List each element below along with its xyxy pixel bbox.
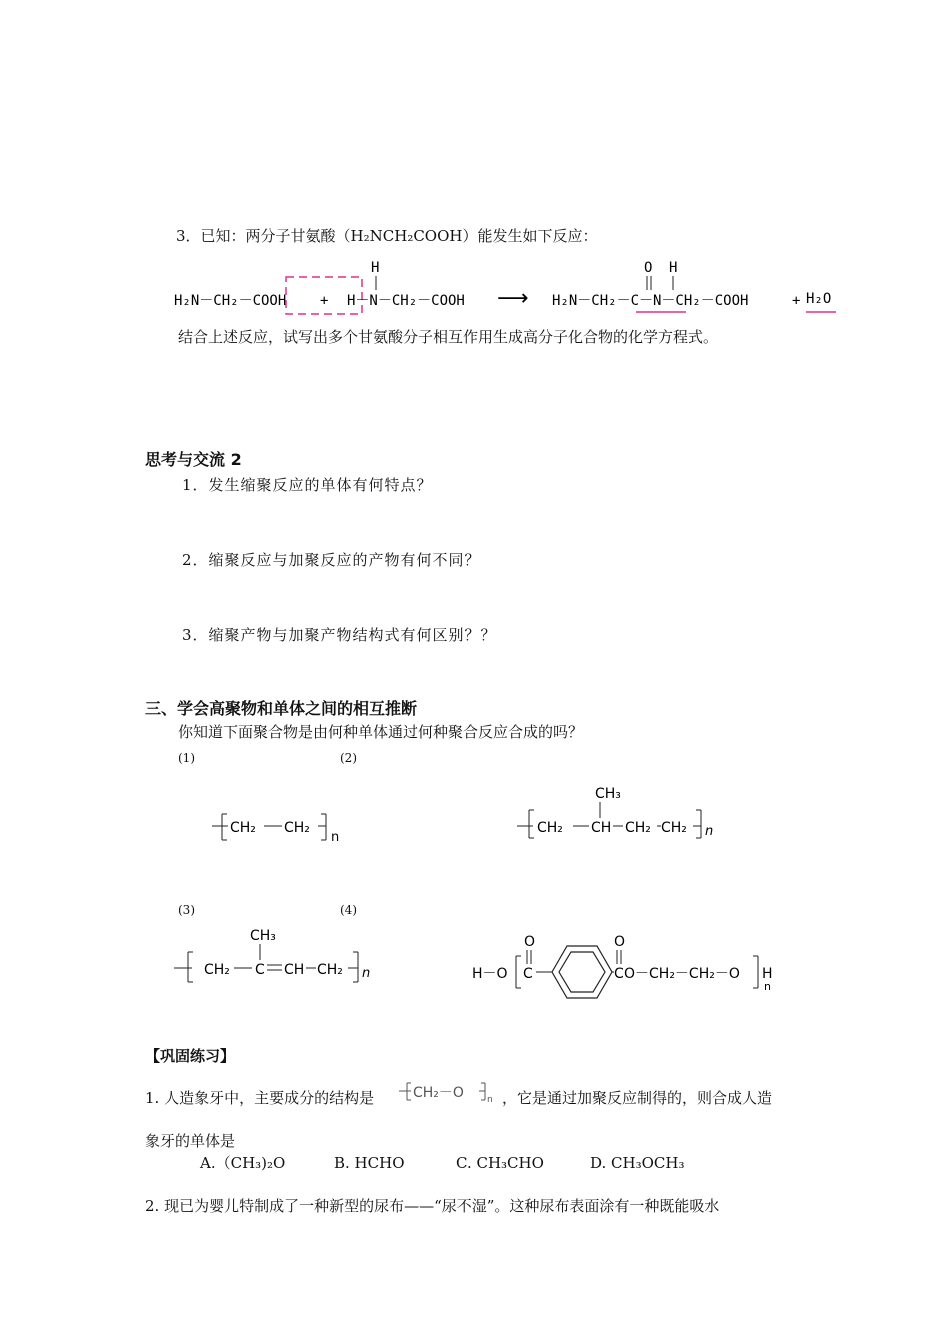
- reaction-arrow: ⟶: [497, 286, 529, 311]
- reactant-2: H－N－CH₂－COOH: [347, 293, 465, 309]
- svg-text:CH₂: CH₂: [230, 820, 256, 836]
- svg-text:CH₂: CH₂: [204, 962, 230, 978]
- svg-text:n: n: [487, 1095, 493, 1105]
- svg-text:CH₂: CH₂: [625, 820, 651, 836]
- label-2: (2): [340, 751, 357, 765]
- practice-q1-post: ，它是通过加聚反应制得的，则合成人造: [502, 1089, 773, 1107]
- svg-text:C: C: [523, 966, 533, 982]
- svg-text:n: n: [764, 980, 771, 993]
- label-1: (1): [178, 751, 195, 765]
- q3-task: 结合上述反应，试写出多个甘氨酸分子相互作用生成高分子化合物的化学方程式。: [178, 328, 719, 346]
- svg-text:n: n: [705, 824, 714, 839]
- plus-sign-2: +: [792, 293, 801, 309]
- polymer-4: [470, 928, 790, 1008]
- svg-text:CH₂: CH₂: [317, 962, 343, 978]
- option-d: D. CH₃OCH₃: [590, 1154, 685, 1172]
- svg-text:H－O: H－O: [472, 966, 508, 982]
- svg-text:CH₂: CH₂: [284, 820, 310, 836]
- option-c: C. CH₃CHO: [456, 1154, 544, 1172]
- label-3: (3): [178, 903, 195, 917]
- option-a: A.（CH₃)₂O: [200, 1154, 286, 1172]
- svg-text:C: C: [614, 966, 624, 982]
- svg-text:CH₂: CH₂: [661, 820, 687, 836]
- svg-text:H: H: [762, 966, 773, 982]
- svg-text:CH₂: CH₂: [537, 820, 563, 836]
- svg-text:C: C: [255, 962, 265, 978]
- q3-intro: 3．已知：两分子甘氨酸（H₂NCH₂COOH）能发生如下反应：: [176, 227, 598, 245]
- practice-q2: 2. 现已为婴儿特制成了一种新型的尿布——“尿不湿”。这种尿布表面涂有一种既能吸水: [145, 1197, 720, 1215]
- svg-text:n: n: [362, 966, 371, 981]
- svg-text:CH₂－O: CH₂－O: [413, 1085, 464, 1101]
- ivory-structure: [397, 1080, 497, 1106]
- svg-text:CH: CH: [284, 962, 305, 978]
- practice-q1-pre: 1. 人造象牙中，主要成分的结构是: [145, 1089, 375, 1107]
- option-b: B. HCHO: [334, 1154, 405, 1172]
- polymer-1: [210, 808, 360, 848]
- reactant-1: H₂N－CH₂－COOH: [174, 293, 287, 309]
- amine-h: H: [371, 260, 380, 276]
- practice-q1-line2: 象牙的单体是: [145, 1132, 236, 1150]
- polymer-3: [172, 922, 382, 992]
- discussion-item-1: 1．发生缩聚反应的单体有何特点？: [182, 476, 433, 494]
- polymer-2: [515, 780, 725, 850]
- section3-question: 你知道下面聚合物是由何种单体通过何种聚合反应合成的吗？: [178, 723, 584, 741]
- discussion-title: 思考与交流 2: [145, 450, 242, 469]
- product: H₂N－CH₂－C－N－CH₂－COOH: [552, 293, 749, 309]
- svg-text:n: n: [331, 830, 340, 845]
- section3-title: 三、学会高聚物和单体之间的相互推断: [145, 699, 418, 718]
- discussion-item-3: 3．缩聚产物与加聚产物结构式有何区别？？: [182, 626, 497, 644]
- svg-text:CH: CH: [591, 820, 612, 836]
- svg-text:O: O: [614, 934, 626, 950]
- label-4: (4): [340, 903, 357, 917]
- product-oxygen: O: [644, 260, 653, 276]
- discussion-item-2: 2．缩聚反应与加聚反应的产物有何不同？: [182, 551, 481, 569]
- svg-text:CH₃: CH₃: [250, 928, 276, 944]
- practice-title: 【巩固练习】: [145, 1047, 236, 1065]
- plus-sign: +: [320, 293, 329, 309]
- svg-text:O－CH₂－CH₂－O: O－CH₂－CH₂－O: [624, 966, 740, 982]
- svg-text:CH₃: CH₃: [595, 786, 621, 802]
- product-h: H: [669, 260, 678, 276]
- glycine-reaction: [170, 256, 870, 326]
- water: H₂O: [806, 291, 832, 307]
- svg-text:O: O: [524, 934, 536, 950]
